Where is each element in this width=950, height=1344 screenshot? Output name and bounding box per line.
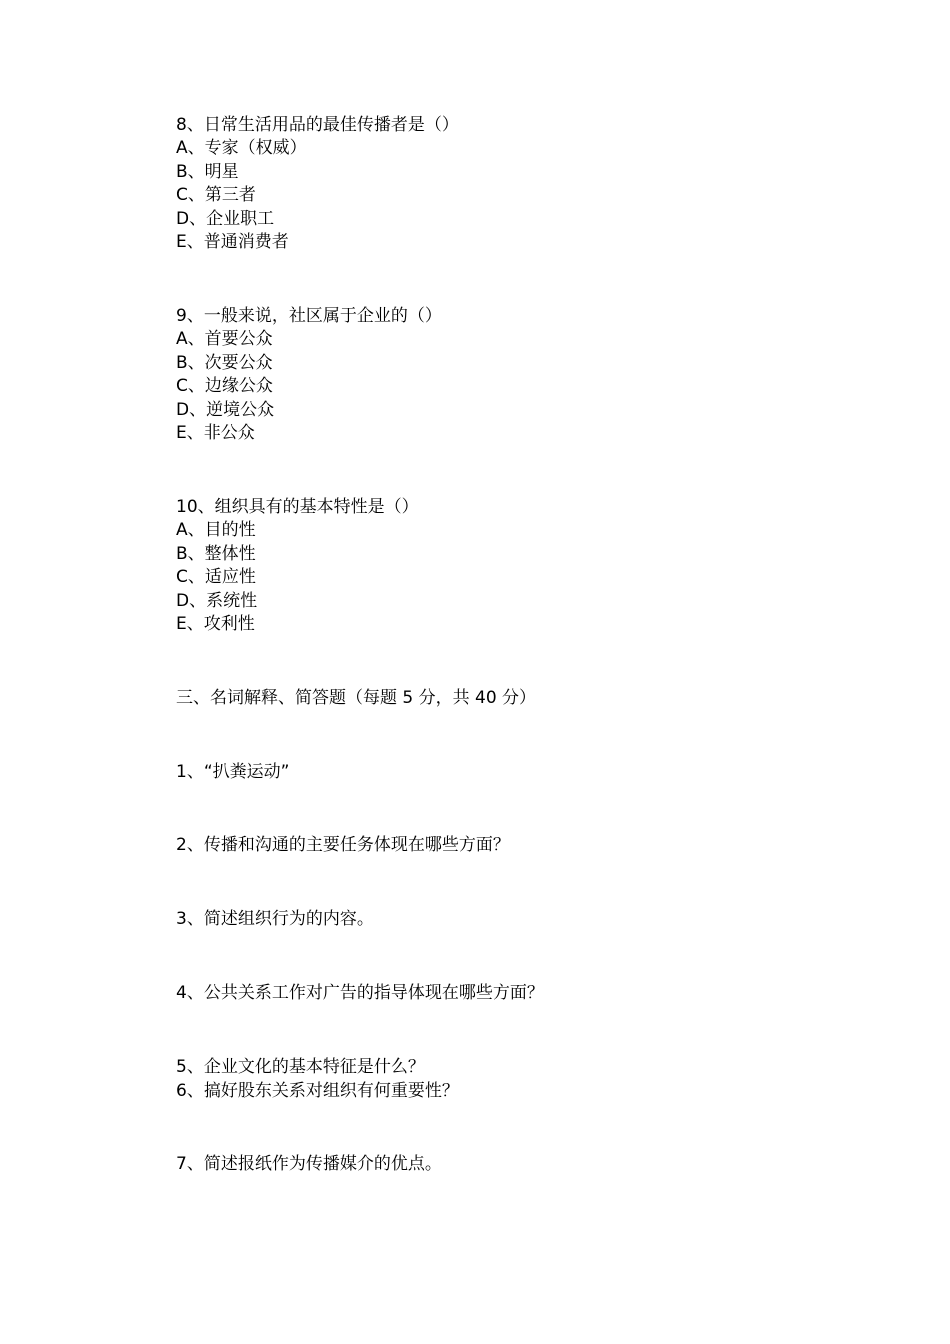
q10-option-b: B、整体性 (176, 544, 256, 564)
q9-option-d: D、逆境公众 (176, 400, 275, 420)
short-answer-4: 4、公共关系工作对广告的指导体现在哪些方面？ (176, 983, 544, 1003)
question-8: 8、日常生活用品的最佳传播者是（） (176, 115, 459, 135)
q8-option-b: B、明星 (176, 162, 239, 182)
q9-option-e: E、非公众 (176, 423, 255, 443)
q10-option-c: C、适应性 (176, 567, 256, 587)
q10-option-e: E、攻利性 (176, 614, 255, 634)
q9-option-b: B、次要公众 (176, 353, 273, 373)
short-answer-1: 1、“扒粪运动” (176, 762, 290, 782)
short-answer-7: 7、简述报纸作为传播媒介的优点。 (176, 1154, 442, 1174)
question-9: 9、一般来说，社区属于企业的（） (176, 306, 442, 326)
q8-option-d: D、企业职工 (176, 209, 275, 229)
short-answer-2: 2、传播和沟通的主要任务体现在哪些方面？ (176, 835, 510, 855)
question-10: 10、组织具有的基本特性是（） (176, 497, 419, 517)
short-answer-6: 6、搞好股东关系对组织有何重要性？ (176, 1081, 459, 1101)
q8-option-a: A、专家（权威） (176, 138, 307, 158)
q9-option-c: C、边缘公众 (176, 376, 273, 396)
q9-option-a: A、首要公众 (176, 329, 273, 349)
q10-option-d: D、系统性 (176, 591, 258, 611)
section-3-title: 三、名词解释、简答题（每题 5 分，共 40 分） (176, 688, 537, 708)
q8-option-e: E、普通消费者 (176, 232, 289, 252)
q8-option-c: C、第三者 (176, 185, 256, 205)
short-answer-3: 3、简述组织行为的内容。 (176, 909, 374, 929)
q10-option-a: A、目的性 (176, 520, 256, 540)
short-answer-5: 5、企业文化的基本特征是什么？ (176, 1057, 425, 1077)
